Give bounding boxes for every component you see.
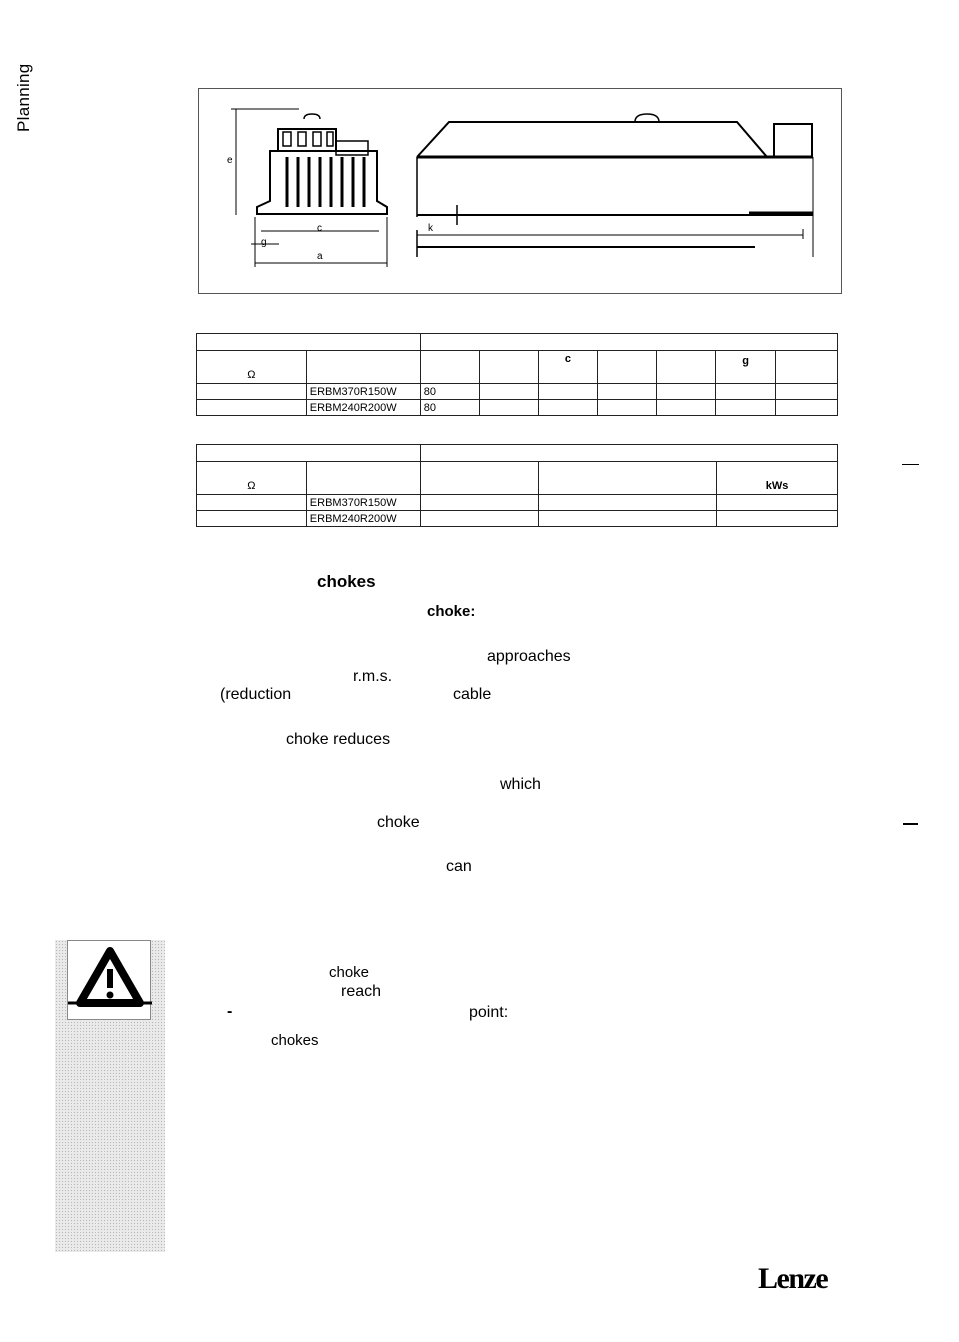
table2-cell: [197, 495, 307, 511]
table1-col-header: [657, 351, 716, 384]
table1-cell: [776, 400, 838, 416]
lenze-logo: Lenze: [758, 1262, 828, 1295]
body-word: choke reduces: [286, 731, 391, 748]
warning-word: choke: [329, 964, 370, 981]
table2-header-cell: [306, 462, 420, 495]
dim-label-c: c: [317, 223, 322, 234]
table2-header-row: [197, 462, 838, 495]
table1-group-row: [197, 334, 838, 351]
dim-label-e: e: [227, 155, 233, 166]
table-row: [197, 511, 838, 527]
warning-word: reach: [341, 983, 382, 1000]
table1-cell: [598, 384, 657, 400]
table2-unit-cell: Ω: [197, 462, 307, 495]
table1-col-header: [598, 351, 657, 384]
table1-cell: [657, 384, 716, 400]
table1-col-header: [479, 351, 538, 384]
dim-label-g: g: [261, 237, 267, 248]
table1-cell: [657, 400, 716, 416]
table2-energy-unit: kWs: [717, 462, 838, 495]
table1-unit-cell: Ω: [197, 351, 307, 384]
section-subheading: choke:: [427, 603, 476, 620]
warning-triangle-icon: [67, 940, 151, 1020]
body-word: r.m.s.: [353, 668, 393, 685]
dimension-drawing: [198, 88, 842, 294]
value-cell: 80: [420, 384, 479, 400]
table1-col-header-c: c: [538, 351, 598, 384]
table1-group-cell-right: [420, 334, 837, 351]
type-cell: ERBM240R200W: [306, 511, 420, 527]
table2-cell: [538, 511, 717, 527]
body-word: approaches: [487, 648, 571, 665]
type-cell: ERBM240R200W: [306, 400, 420, 416]
dim-label-a: a: [317, 251, 323, 262]
table2-cell: [717, 495, 838, 511]
table1-cell: [598, 400, 657, 416]
table2-cell: [538, 495, 717, 511]
table1-cell: [538, 384, 598, 400]
body-word: (reduction: [220, 686, 292, 703]
warning-word: chokes: [271, 1032, 319, 1049]
table2-cell: [420, 511, 538, 527]
table1-header-row: [197, 351, 838, 384]
table-row: [197, 384, 838, 400]
body-word: which: [500, 776, 541, 793]
section-heading: chokes: [317, 572, 376, 591]
table1-cell: [479, 384, 538, 400]
table1-cell: [538, 400, 598, 416]
table2-cell: [197, 511, 307, 527]
ratings-table: [196, 444, 838, 527]
dimensions-table: [196, 333, 838, 416]
warning-word: point:: [469, 1004, 509, 1021]
value-cell: 80: [420, 400, 479, 416]
table1-col-header: [420, 351, 479, 384]
table2-group-row: [197, 445, 838, 462]
table2-cell: [717, 511, 838, 527]
table-row: [197, 495, 838, 511]
dim-label-k: k: [428, 223, 433, 234]
table1-cell: [716, 400, 776, 416]
table1-group-cell-left: [197, 334, 421, 351]
body-word: choke: [377, 814, 420, 831]
table1-cell: [197, 384, 307, 400]
body-word: cable: [453, 686, 492, 703]
dimension-drawing-svg: [199, 89, 843, 295]
table1-col-header: [776, 351, 838, 384]
table1-cell: [479, 400, 538, 416]
table1-cell: [197, 400, 307, 416]
margin-mark: [902, 464, 919, 465]
type-cell: ERBM370R150W: [306, 384, 420, 400]
table2-group-cell-left: [197, 445, 421, 462]
table1-header-cell: [306, 351, 420, 384]
side-title: Planning: [14, 63, 33, 132]
table2-header-cell: [420, 462, 538, 495]
table2-group-cell-right: [420, 445, 837, 462]
table1-cell: [776, 384, 838, 400]
table2-cell: [420, 495, 538, 511]
margin-mark: [903, 823, 918, 825]
table-row: [197, 400, 838, 416]
body-word: can: [446, 858, 472, 875]
table2-header-cell: [538, 462, 717, 495]
warning-bullet: -: [227, 1003, 233, 1020]
table1-cell: [716, 384, 776, 400]
table1-col-header-g: g: [716, 351, 776, 384]
type-cell: ERBM370R150W: [306, 495, 420, 511]
